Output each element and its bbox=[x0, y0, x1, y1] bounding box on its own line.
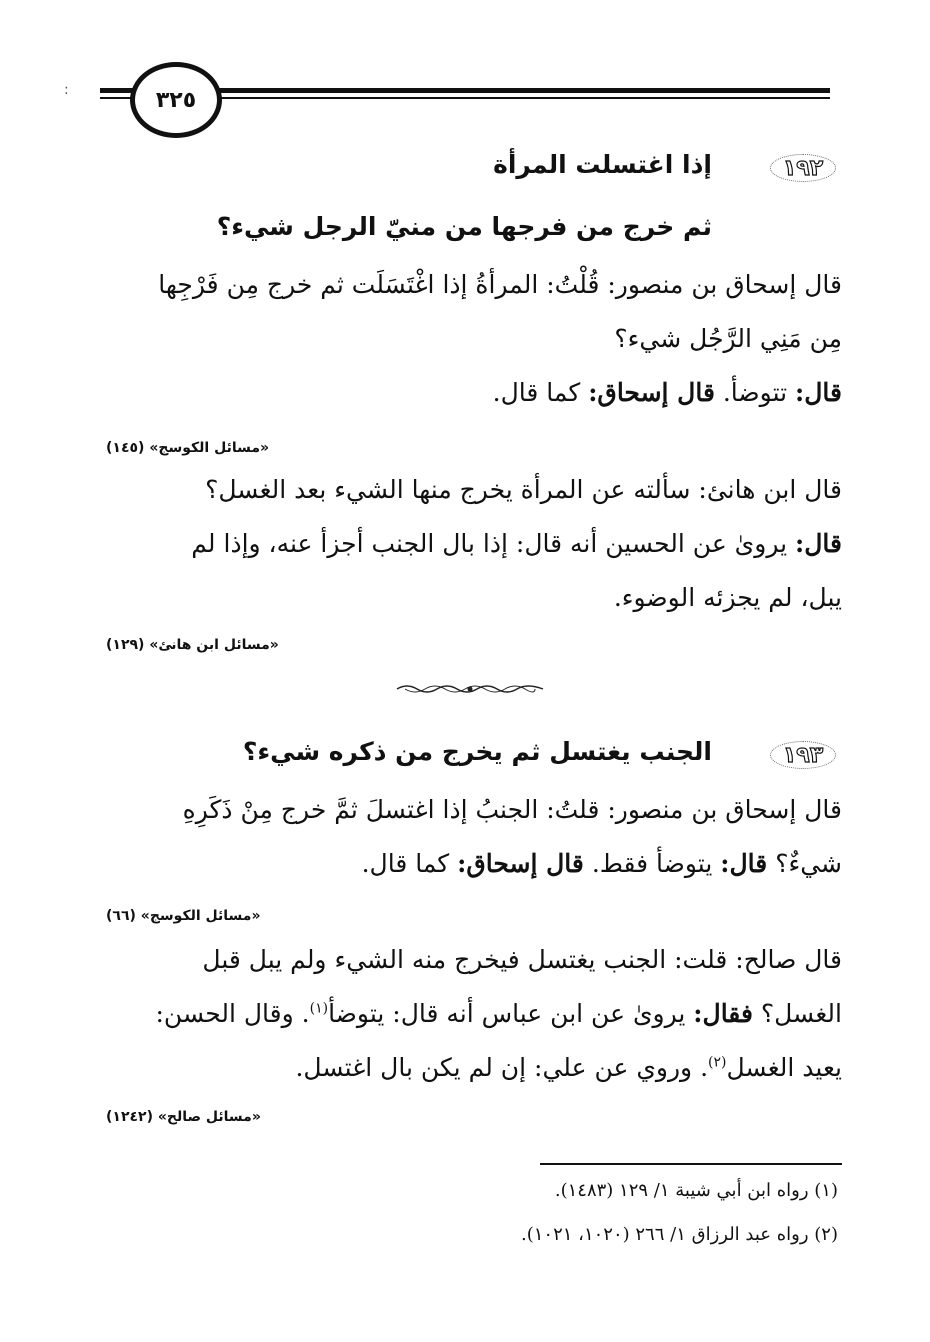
answer-text: تتوضأ. bbox=[722, 378, 788, 407]
source-reference: «مسائل الكوسج» (١٤٥) bbox=[106, 440, 270, 456]
margin-dots: : bbox=[64, 82, 69, 98]
answer-text: يروىٰ عن ابن عباس أنه قال: يتوضأ bbox=[328, 999, 686, 1028]
answer-text: شيءٌ؟ bbox=[775, 849, 842, 878]
answer-line bbox=[362, 849, 842, 878]
section-number-badge bbox=[770, 737, 836, 773]
speaker-label: قال إسحاق: bbox=[588, 378, 715, 407]
ornament-divider bbox=[395, 681, 545, 697]
text-line: قال إسحاق بن منصور: قُلْتُ: المرأةُ إذا اغْتَسَلَت ثم خرج مِن فَرْجِها bbox=[158, 270, 842, 299]
speaker-label: قال: bbox=[720, 849, 768, 878]
footnote: (١) رواه ابن أبي شيبة ١/ ١٢٩ (١٤٨٣). bbox=[554, 1180, 838, 1201]
text-line: يبل، لم يجزئه الوضوء. bbox=[613, 583, 842, 612]
section-number: ١٩٣ bbox=[782, 742, 824, 768]
answer-text: كما قال. bbox=[492, 378, 581, 407]
footnote-marker[interactable]: (١) bbox=[309, 1000, 329, 1017]
section-title-line1: إذا اغتسلت المرأة bbox=[493, 150, 712, 179]
source-reference: «مسائل الكوسج» (٦٦) bbox=[106, 908, 261, 924]
answer-line bbox=[191, 529, 842, 558]
answer-text: يتوضأ فقط. bbox=[591, 849, 713, 878]
section-title: الجنب يغتسل ثم يخرج من ذكره شيء؟ bbox=[242, 737, 712, 766]
section-number-badge bbox=[770, 150, 836, 186]
source-reference: «مسائل صالح» (١٢٤٢) bbox=[106, 1109, 261, 1125]
speaker-label: فقال: bbox=[693, 999, 753, 1028]
text-line: مِن مَنِي الرَّجُل شيء؟ bbox=[614, 324, 842, 353]
section-title-line2: ثم خرج من فرجها من منيّ الرجل شيء؟ bbox=[216, 212, 712, 241]
speaker-label: قال إسحاق: bbox=[457, 849, 584, 878]
speaker-label: قال: bbox=[795, 529, 842, 558]
footnote: (٢) رواه عبد الرزاق ١/ ٢٦٦ (١٠٢٠، ١٠٢١). bbox=[521, 1224, 838, 1245]
source-reference: «مسائل ابن هانئ» (١٢٩) bbox=[106, 637, 279, 653]
text-line: قال إسحاق بن منصور: قلتُ: الجنبُ إذا اغتسلَ ثمَّ خرج مِنْ ذَكَرِهِ bbox=[182, 795, 842, 824]
answer-text: يعيد الغسل bbox=[726, 1053, 842, 1082]
answer-line bbox=[155, 999, 842, 1028]
section-number: ١٩٢ bbox=[782, 155, 824, 181]
answer-text: . وقال الحسن: bbox=[155, 999, 310, 1028]
answer-text: كما قال. bbox=[361, 849, 450, 878]
answer-text: . وروي عن علي: إن لم يكن بال اغتسل. bbox=[295, 1053, 709, 1082]
page-number: ٣٢٥ bbox=[130, 62, 222, 138]
text-line bbox=[295, 1053, 842, 1082]
badge-ornament bbox=[770, 741, 836, 769]
answer-text: الغسل؟ bbox=[760, 999, 842, 1028]
answer-line bbox=[493, 378, 842, 407]
footnote-marker[interactable]: (٢) bbox=[708, 1054, 727, 1071]
text-line: قال ابن هانئ: سألته عن المرأة يخرج منها الشيء بعد الغسل؟ bbox=[205, 475, 842, 504]
badge-ornament bbox=[770, 154, 836, 182]
footnote-separator bbox=[540, 1163, 842, 1165]
speaker-label: قال: bbox=[795, 378, 842, 407]
text-line: قال صالح: قلت: الجنب يغتسل فيخرج منه الشيء ولم يبل قبل bbox=[202, 945, 842, 974]
answer-text: يروىٰ عن الحسين أنه قال: إذا بال الجنب أجزأ عنه، وإذا لم bbox=[191, 529, 788, 558]
